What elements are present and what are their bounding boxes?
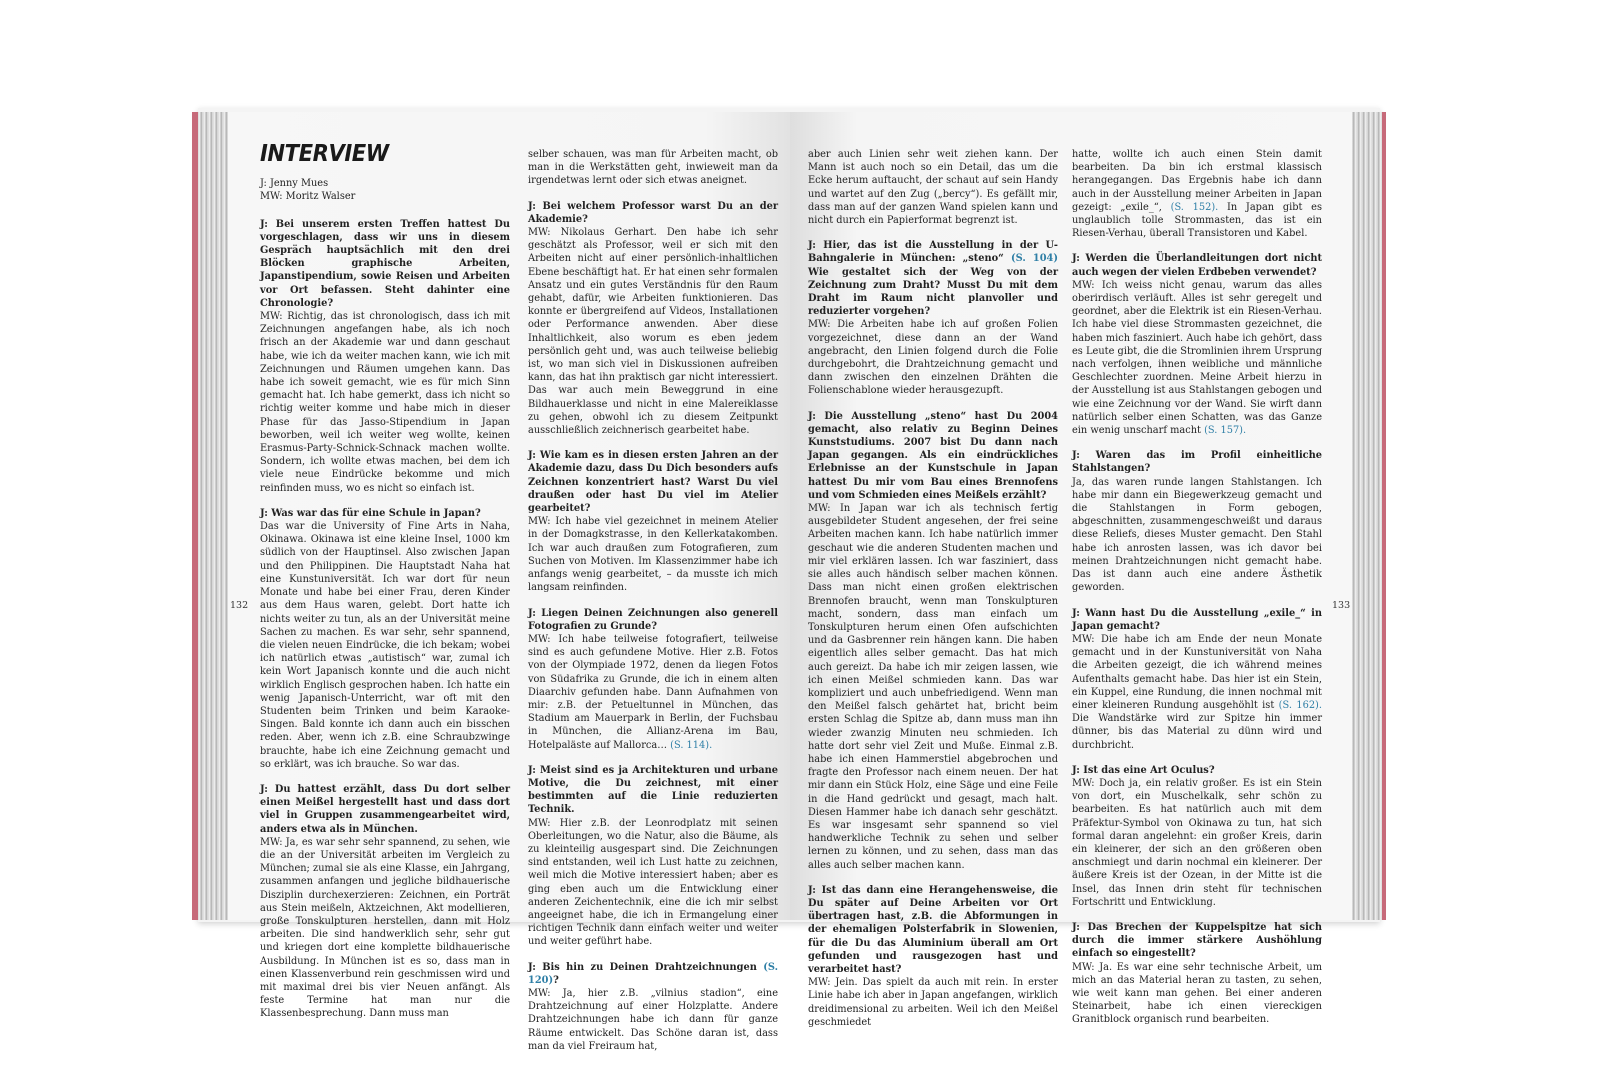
answer: MW: Hier z.B. der Leonrodplatz mit seinen Oberleitungen, wo die Natur, also die Bäume, als zu kleinteilig ausgespart sind. Die Zeichnungen sind entstanden, weil ich Lust hatte zu zeichnen, weil mich die Motive interessiert haben; aber es ging eben auch um die Entwicklung einer anderen Zeichentechnik, eine die ich mir selbst angeeignet habe, die ich in Ermangelung einer richtigen Technik dann einfach weiter und weiter und weiter geführt habe. [528,817,778,948]
question: J: Waren das im Profil einheitliche Stahlstangen? [1072,450,1322,475]
qa-block [528,961,778,1053]
question: J: Du hattest erzählt, dass Du dort selber einen Meißel hergestellt hast und dass dort viel in Gruppen zusammengearbeitet wird, anders etwa als in München. [260,783,510,835]
answer [528,633,778,752]
page-number-left: 132 [230,600,249,611]
credits [260,177,510,203]
question: J: Die Ausstellung „steno“ hast Du 2004 gemacht, also relativ zu Beginn Deines Kunststudiums. 2007 bist Du dann nach Japan gegangen. Als ein eindrückliches Erlebnisse an der Kunstschule in Japan hattest Du mir vom Bau eines Brennofens und vom Schmieden eines Meißels erzählt? [808,410,1058,501]
credit-artist: MW: Moritz Walser [260,191,356,203]
page-reference-link[interactable]: (S. 157). [1200,425,1247,437]
qa-block [528,449,778,594]
page-reference-link[interactable]: (S. 162). [1274,699,1322,711]
question: J: Bei welchem Professor warst Du an der Akademie? [528,200,778,225]
answer: MW: Ja, hier z.B. „vilnius stadion“, eine Drahtzeichnung auf einer Holzplatte. Andere Drahtzeichnungen habe ich dann für ganze Räume entwickelt. Das Schöne daran ist, dass man da viel Freiraum hat, [528,987,778,1052]
page-reference-link[interactable]: (S. 114). [667,739,713,751]
answer-text: MW: Ich habe teilweise fotografiert, teilweise sind es auch gefundene Motive. Hier z.B. Fotos von der Olympiade 1972, denen da liegen Fotos von Südafrika zu Grunde, die ich in einem alten Diaarchiv gefunden habe. Dann Aufnahmen von mir: z.B. der Petueltunnel in München, das Stadium am Mauerpark in Berlin, der Fuchsbau in München, die Allianz-Arena im Bau, Hotelpaläste auf Mallorca… [528,633,778,751]
qa-block [1072,764,1322,909]
qa-block [1072,252,1322,437]
question: J: Ist das dann eine Herangehensweise, die Du später auf Deine Arbeiten vor Ort übertragen hast, z.B. die Abformungen in der ehemaligen Polsterfabrik in Slowenien, für die Du das Aluminium überall am Ort gefunden und rausgezogen hast und verarbeitet hast? [808,884,1058,975]
qa-block [528,607,778,752]
question-text-end: Wie gestaltet sich der Weg von der Zeichnung zum Draht? Musst Du mit dem Draht im Raum nicht planvoller und reduzierter vorgehen? [808,266,1058,318]
answer-text: MW: Die habe ich am Ende der neun Monate gemacht und in der Kunstuniversität von Naha die Arbeiten gezeigt, die ich während meines Aufenthalts gemacht habe. Das hier ist ein Stein, ein Kuppel, eine Rundung, die innen nochmal mit einer kleineren Rundung ausgehöhlt ist [1072,633,1322,711]
qa-block [808,410,1058,872]
page-edge-left [198,112,228,920]
answer: MW: Nikolaus Gerhart. Den habe ich sehr geschätzt als Professor, weil er sich mit den Arbeiten nicht auf einer persönlich-inhaltlichen Ebene beschäftigt hat. Er hat einen sehr formalen Ansatz und ein gutes Verständnis für den Raum gehabt, dafür, wie Arbeiten funktionieren. Das konnte er übergreifend auf Videos, Installationen oder Performance anwenden. Aber diese Inhaltlichkeit, also worum es eben jedem persönlich geht und, was auch teilweise beliebig ist, wo man sich viel in Diskussionen aufreiben kann, das hat ihn praktisch gar nicht interessiert. Das war auch mein Beweggrund in eine Bildhauerklasse und nicht in eine Malereiklasse zu gehen, obwohl ich zu diesem Zeitpunkt ausschließlich zeichnerisch gearbeitet habe. [528,227,778,437]
page-title: INTERVIEW [260,141,389,167]
answer-text-end: Die Wandstärke wird zur Spitze hin immer dünner, bis das Material zu dünn wird und durchbricht. [1072,713,1322,751]
page-reference-link[interactable]: (S. 104) [1003,253,1058,265]
column-4 [1072,148,1322,1039]
answer: MW: Jein. Das spielt da auch mit rein. In erster Linie habe ich aber in Japan angefangen, wirklich dreidimensional zu arbeiten. Weil ich den Meißel geschmiedet [808,977,1058,1028]
question-text-end: ? [553,974,559,986]
question [528,961,778,987]
question: J: Wann hast Du die Ausstellung „exile_“ in Japan gemacht? [1072,607,1322,632]
answer [1072,633,1322,752]
answer: MW: Ich habe viel gezeichnet in meinem Atelier in der Domagkstrasse, in den Kellerkatakomben. Ich war auch draußen zum Fotografieren, zum Suchen von Motiven. Im Klassenzimmer habe ich anfangs wenig gearbeitet, – da musste ich mich langsam reinfinden. [528,516,778,594]
qa-block [260,783,510,1021]
answer: Ja, das waren runde langen Stahlstangen. Ich habe mir dann ein Biegewerkzeug gemacht und die Stahlstangen in Form gebogen, abgeschnitten, zusammengeschweißt und daraus diese Reliefs, dieses Muster gemacht. Den Stahl habe ich anrosten lassen, was ich davor bei meinen Drahtzeichnungen nicht gemacht habe. Das ist dann auch eine andere Ästhetik geworden. [1072,476,1322,594]
answer: aber auch Linien sehr weit ziehen kann. Der Mann ist auch noch so ein Detail, das um die Ecke herum auftaucht, der schaut auf sein Handy und wartet auf den Zug („bercy“). Es gefällt mir, dass man auf der ganzen Wand spielen kann und nicht durch ein Papierformat begrenzt ist. [808,149,1058,227]
answer-text: hatte, wollte ich auch einen Stein damit bearbeiten. Da bin ich erstmal klassisch herangegangen. Das Ergebnis habe ich dann auch in der Ausstellung meiner Arbeiten in Japan gezeigt: „exile_“, [1072,149,1322,213]
qa-block [528,148,778,188]
question-text: J: Bis hin zu Deinen Drahtzeichnungen [528,961,757,973]
answer: MW: In Japan war ich als technisch fertig ausgebildeter Student angesehen, der frei seine Arbeiten machen kann. Ich habe natürlich immer geschaut wie die anderen Studenten machen und mir viel erklären lassen. Ich war fasziniert, dass sie alles auch händisch selber machen können. Dass man nicht einen großen elektrischen Brennofen braucht, wenn man Tonskulpturen macht, sondern, dass man einfach um Tonskulpturen herum einen Ofen aufschichten und da Gasbrenner rein hängen kann. Die haben eigentlich alles selber gemacht. Das hat mich auch gereizt. Da habe ich mir zeigen lassen, wie ich einen Meißel schmieden kann. Das war kompliziert und auch unbefriedigend. Wenn man den Meißel falsch gehärtet hat, bricht beim ersten Schlag die Spitze ab, dann muss man ihn wieder zwanzig Minuten neu schmieden. Ich hatte dort sehr viel Zeit und Muße. Einmal z.B. habe ich einen Hammerstiel abgebrochen und fragte den Professor nach einem neuen. Der hat mir dann ein Stück Holz, eine Säge und eine Feile in die Hand gedrückt und gesagt, mach halt. Diesen Hammer habe ich danach sehr geschätzt. Es war insgesamt sehr spannend so viel handwerkliche Technik zu sehen und selber lernen zu können, und zu sehen, dass man das alles auch selber machen kann. [808,503,1058,871]
answer: MW: Ja, es war sehr sehr spannend, zu sehen, wie die an der Universität arbeiten im Vergleich zu München; zumal sie als eine Klasse, ein Jahrgang, zusammen anfangen und jegliche bildhauerische Disziplin durchexerzieren: Zeichnen, ein Porträt aus Stein meißeln, Aktzeichnen, Akt modellieren, große Tonskulpturen herstellen, dann mit Holz arbeiten. Die sind handwerklich sehr, sehr gut und kriegen dort eine komplette bildhauerische Ausbildung. In München ist es so, dass man in einen Klassenverbund rein geschmissen wird und mit maximal drei bis vier Neuen anfängt. Als feste Termine hat man nur die Klassenbesprechung. Dann muss man [260,836,510,1020]
qa-block [1072,607,1322,752]
question: J: Liegen Deinen Zeichnungen also generell Fotografien zu Grunde? [528,607,778,632]
qa-block [260,218,510,495]
qa-block [808,148,1058,227]
answer: Das war die University of Fine Arts in Naha, Okinawa. Okinawa ist eine kleine Insel, 1000 km südlich von der Hauptinsel. Also zwischen Japan und den Philippinen. Die Hauptstadt Naha hat eine Kunstuniversität. Ich war dort für neun Monate und habe bei einer Frau, deren Kinder aus dem Haus waren, gelebt. Dort hatte ich nichts weiter zu tun, als an der Universität meine Sachen zu machen. Es war sehr, sehr spannend, die vielen neuen Eindrücke, die ich bekam; wobei ich natürlich etwas „autistisch“ war, zumal ich kein Wort Japanisch konnte und die auch nicht wirklich Englisch gesprochen haben. Ich hatte ein wenig Japanisch-Unterricht, war oft mit den Studenten beim Trinken und beim Karaoke-Singen. Bald konnte ich dann auch ein bisschen reden. Aber, wenn ich z.B. eine Schraubzwinge brauchte, habe ich eine Zeichnung gemacht und so erklärt, was ich brauche. So war das. [260,521,510,770]
qa-block [1072,148,1322,240]
question: J: Ist das eine Art Oculus? [1072,764,1215,776]
answer-text: MW: Ich weiss nicht genau, warum das alles oberirdisch verläuft. Alles ist sehr geregelt und geordnet, aber die Elektrik ist ein Riesen-Verhau. Ich habe viel diese Strommasten gezeichnet, die haben mich fasziniert. Auch habe ich gehört, dass es Leute gibt, die die Stromlinien ihrem Ursprung nach verfolgen, ihnen weibliche und männliche Geschlechter zuordnen. Meine Arbeit hierzu in der Ausstellung ist aus Stahlstangen gebogen und wie eine Zeichnung vor der Wand. Sie wirft dann natürlich selber einen Schatten, was das Ganze ein wenig unscharf macht [1072,279,1322,437]
page-number-right: 133 [1332,600,1351,611]
page-reference-link[interactable]: (S. 120) [528,961,779,986]
column-2 [528,148,778,1065]
question: J: Bei unserem ersten Treffen hattest Du vorgeschlagen, dass wir uns in diesem Gespräch hauptsächlich mit den drei Blöcken graphische Arbeiten, Japanstipendium, sowie Reisen und Arbeiten vor Ort befassen. Steht dahinter eine Chronologie? [260,218,510,309]
answer: MW: Doch ja, ein relativ großer. Es ist ein Stein von dort, ein Muschelkalk, sehr schön zu bearbeiten. Es hat natürlich auch mit dem Präfektur-Symbol von Okinawa zu tun, hat sich formal daran angelehnt: ein großer Kreis, darin ein kleinerer, der sich an den größeren oben anschmiegt und darin nochmal ein kleinerer. Der äußere Kreis ist der Ozean, in der Mitte ist die Insel, das Innen drin steht für technischen Fortschritt und Entwicklung. [1072,777,1322,908]
answer: selber schauen, was man für Arbeiten macht, ob man in die Werkstätten geht, inwieweit man da irgendetwas lernt oder sich etwas aneignet. [528,149,778,187]
answer: MW: Ja. Es war eine sehr technische Arbeit, um mich an das Material heran zu tasten, zu sehen, wie weit kann man gehen. Bei einer anderen Steinarbeit, habe ich einen viereckigen Granitblock organisch rund bearbeiten. [1072,961,1322,1026]
question-text: J: Hier, das ist die Ausstellung in der U-Bahngalerie in München: „steno“ [808,240,1058,265]
column-1 [260,141,510,1033]
qa-block [1072,449,1322,594]
question: J: Das Brechen der Kuppelspitze hat sich durch die immer stärkere Aushöhlung einfach so eingestellt? [1072,921,1322,960]
answer [1072,148,1322,240]
qa-block [260,507,510,771]
question: J: Meist sind es ja Architekturen und urbane Motive, die Du zeichnest, mit einer bestimmten auf die Linie reduzierten Technik. [528,764,778,816]
left-page [228,112,790,1052]
qa-block [808,884,1058,1029]
question: J: Werden die Überlandleitungen dort nicht auch wegen der vielen Erdbeben verwendet? [1072,253,1322,278]
answer [1072,279,1322,437]
credit-interviewer: J: Jenny Mues [260,178,329,190]
right-page [790,112,1352,1028]
question: J: Was war das für eine Schule in Japan? [260,507,481,519]
answer: MW: Richtig, das ist chronologisch, dass ich mit Zeichnungen angefangen habe, als ich noch frisch an der Akademie war und dann geschaut habe, wie ich da weiter machen kann, wie ich mit Zeichnungen und Räumen umgehen kann. Das habe ich soweit gemacht, wie es für mich Sinn gemacht hat. Ich habe gemerkt, dass ich nicht so richtig weiter komme und habe mich in dieser Phase für das Jasso-Stipendium in Japan beworben, weil ich weiter weg wollte, keinen Erasmus-Party-Schnick-Schnack machen wollte. Sondern, ich wollte etwas machen, bei dem ich viele neue Eindrücke bekomme und mich reinfinden muss, wo es nicht so einfach ist. [260,311,510,494]
qa-block [808,239,1058,397]
qa-block [528,764,778,949]
answer: MW: Die Arbeiten habe ich auf großen Folien vorgezeichnet, diese dann an der Wand angebracht, den Linien folgend durch die Folie durchgebohrt, die Drahtzeichnung gemacht und dann zwischen den einzelnen Drähten die Folienschablone wieder herausgezupft. [808,319,1058,397]
page-reference-link[interactable]: (S. 152). [1161,201,1219,213]
answer-text-end: In Japan gibt es unglaublich tolle Strommasten, das ist ein Riesen-Verhau, überall Transistoren und Kabel. [1072,201,1322,240]
column-3 [808,148,1058,1041]
qa-block [528,200,778,438]
page-edge-right [1352,112,1382,920]
question: J: Wie kam es in diesen ersten Jahren an der Akademie dazu, dass Du Dich besonders aufs Zeichnen konzentriert hast? Warst Du viel draußen oder hast Du viel im Atelier gearbeitet? [528,450,778,515]
question [808,239,1058,318]
qa-block [1072,921,1322,1027]
